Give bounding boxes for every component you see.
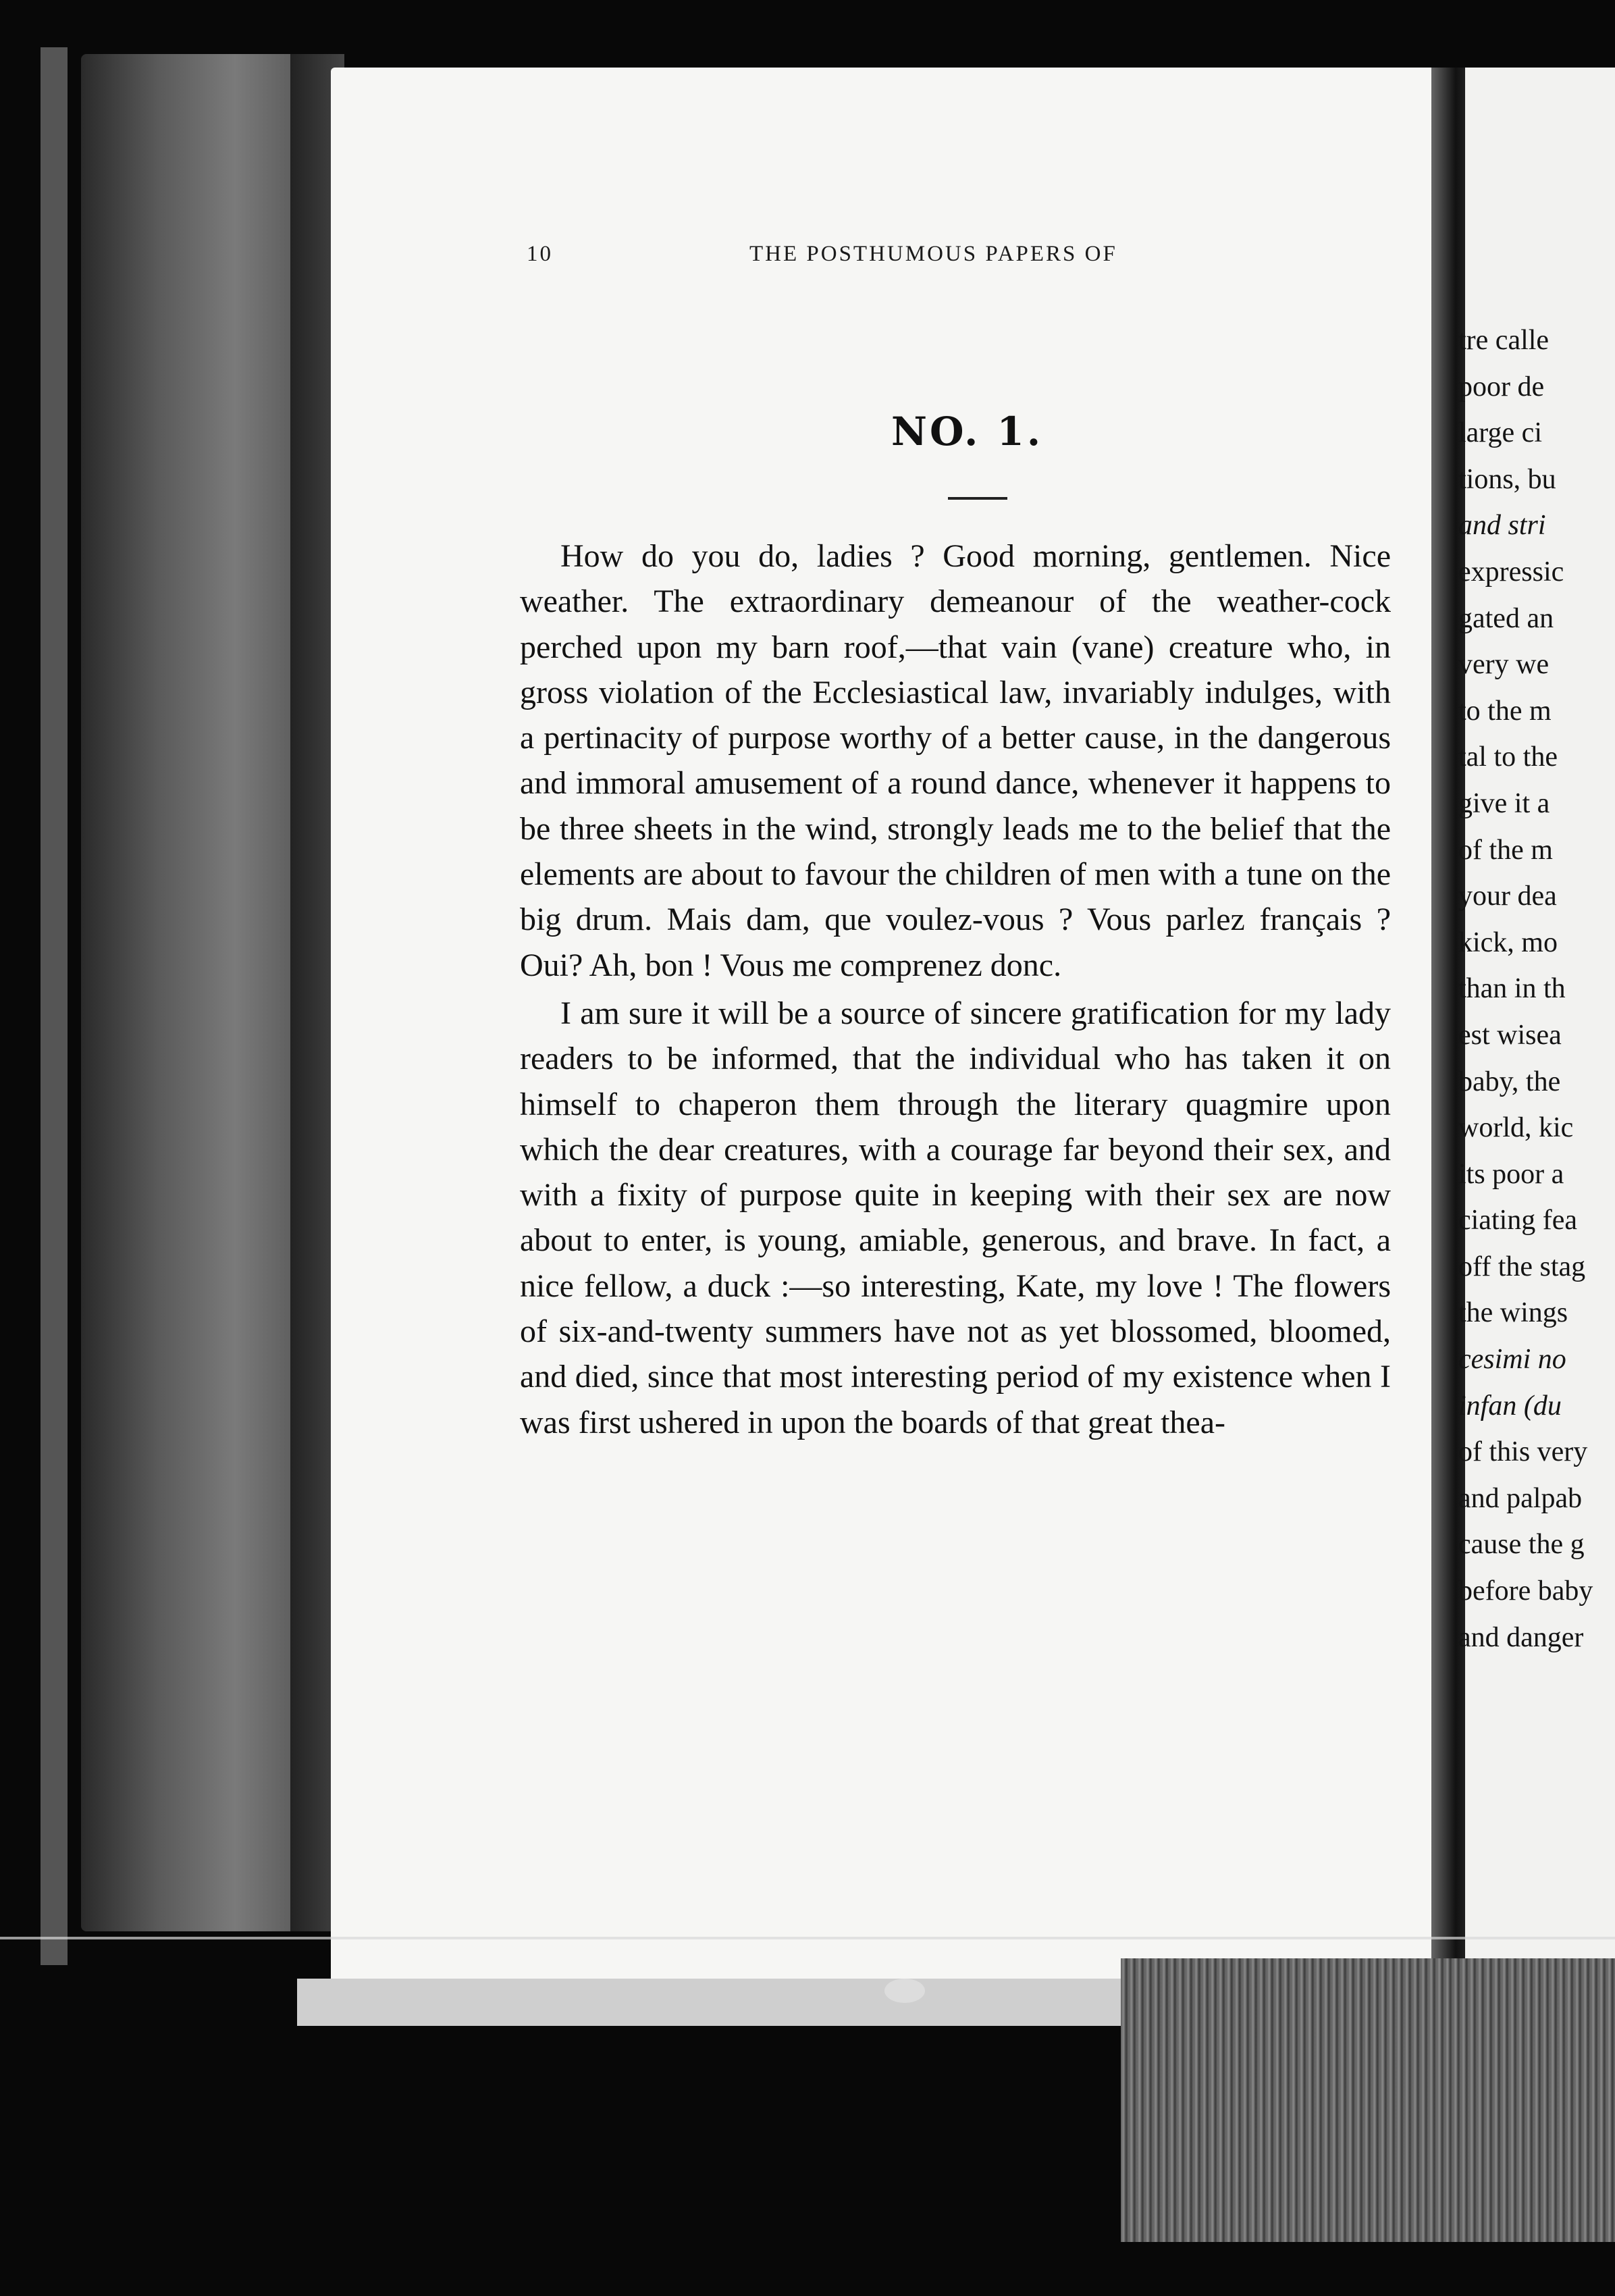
facing-page-line: cesimi no xyxy=(1458,1344,1566,1376)
facing-page-line: give it a xyxy=(1458,787,1550,819)
facing-page-text xyxy=(1458,317,1615,1661)
facing-page-line: the wings xyxy=(1458,1297,1568,1329)
facing-page-line: and palpab xyxy=(1458,1482,1583,1514)
facing-page-line: and danger xyxy=(1458,1621,1584,1653)
facing-page-line: expressic xyxy=(1458,556,1564,588)
page-number: 10 xyxy=(527,242,553,266)
facing-page-line: tions, bu xyxy=(1458,463,1556,495)
facing-page-line: est wisea xyxy=(1458,1019,1562,1051)
facing-page-line: and stri xyxy=(1458,510,1546,542)
facing-page-line: very we xyxy=(1458,649,1550,681)
paragraph: I am sure it will be a source of sincere gratification for my lady readers to be informed, that the individual who has taken it on himself to chaperon them through the literary quagmire upon which the dear creatures, with a courage far beyond their sex, and with a fixity of purpose quite in keeping with their sex are now about to enter, is young, amiable, generous, and brave. In fact, a nice fellow, a duck :—so interesting, Kate, my love ! The flowers of six-and-twenty summers have not as yet blossomed, bloomed, and died, since that most interesting period of my existence when I was first ushered in upon the boards of that great thea- xyxy=(520,995,1391,1440)
chapter-heading: NO. 1. xyxy=(891,409,1044,454)
book-bottom-edge xyxy=(297,1979,1134,2026)
facing-page-line: baby, the xyxy=(1458,1066,1561,1097)
book-cover-edge xyxy=(41,47,68,1965)
scan-artifact-line xyxy=(0,1937,1615,1939)
facing-page-line: infan (du xyxy=(1458,1390,1562,1421)
facing-page-line: world, kic xyxy=(1458,1112,1574,1144)
scan-speck xyxy=(884,1979,925,2003)
facing-page-line: before baby xyxy=(1458,1575,1593,1607)
facing-page-line: its poor a xyxy=(1458,1158,1564,1190)
facing-page-line: ciating fea xyxy=(1458,1205,1578,1236)
facing-page-line: of the m xyxy=(1458,834,1553,866)
facing-page-line: to the m xyxy=(1458,695,1552,727)
facing-page-line: cause the g xyxy=(1458,1529,1585,1561)
facing-page-line: your dea xyxy=(1458,881,1557,912)
facing-page-line: poor de xyxy=(1458,371,1545,402)
facing-page-line: tal to the xyxy=(1458,741,1558,773)
facing-page-line: of this very xyxy=(1458,1436,1588,1468)
facing-page-line: tre calle xyxy=(1458,325,1550,356)
facing-page-line: than in th xyxy=(1458,973,1566,1005)
running-head xyxy=(527,242,1229,269)
running-title: THE POSTHUMOUS PAPERS OF xyxy=(749,242,1117,266)
facing-page-line: gated an xyxy=(1458,602,1554,634)
facing-page-line: large ci xyxy=(1458,417,1542,449)
paragraph: How do you do, ladies ? Good morning, gentlemen. Nice weather. The extraordinary demeanour of the weather-cock perched upon my barn roof,—that vain (vane) creature who, in gross violation of the Ecclesiastical law, invariably indulges, with a pertinacity of purpose worthy of a better cause, in the dangerous and immoral amusement of a round dance, whenever it happens to be three sheets in the wind, strongly leads me to the belief that the elements are about to favour the children of men with a tune on the big drum. Mais dam, que voulez-vous ? Vous parlez français ? Oui? Ah, bon ! Vous me comprenez donc. xyxy=(520,538,1391,983)
facing-page-line: kick, mo xyxy=(1458,927,1558,958)
body-text xyxy=(520,533,1391,1445)
heading-rule xyxy=(948,497,1007,500)
page-edges xyxy=(1121,1958,1615,2242)
facing-page-line: off the stag xyxy=(1458,1251,1586,1282)
